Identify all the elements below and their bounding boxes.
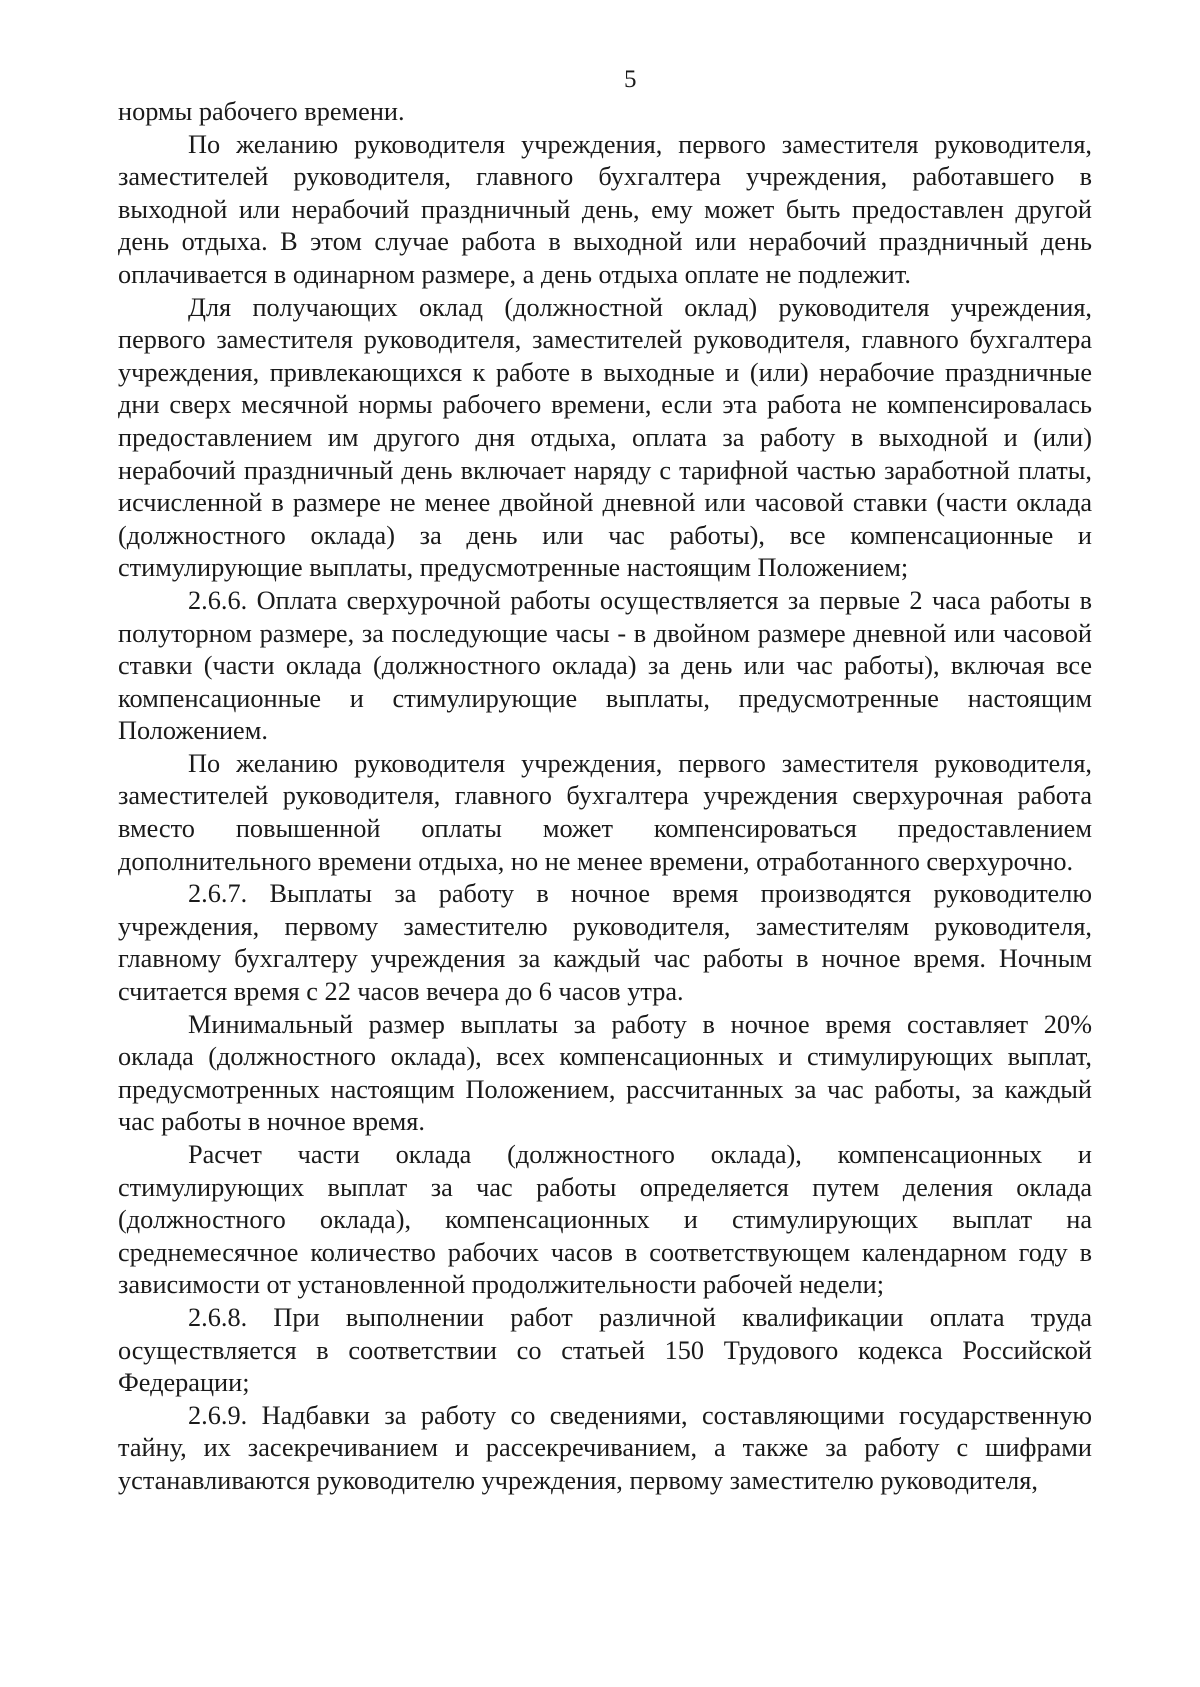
- paragraph: По желанию руководителя учреждения, первого заместителя руководителя, заместителей руководителя, главного бухгалтера учреждения сверхурочная работа вместо повышенной оплаты может компенсироваться предоставлением дополнительного времени отдыха, но не менее времени, отработанного сверхурочно.: [118, 748, 1092, 876]
- paragraph: По желанию руководителя учреждения, первого заместителя руководителя, заместителей руководителя, главного бухгалтера учреждения, работавшего в выходной или нерабочий праздничный день, ему может быть предоставлен другой день отдыха. В этом случае работа в выходной или нерабочий праздничный день оплачивается в одинарном размере, а день отдыха оплате не подлежит.: [118, 129, 1092, 289]
- paragraph: 2.6.9. Надбавки за работу со сведениями, составляющими государственную тайну, их засекречиванием и рассекречиванием, а также за работу с шифрами устанавливаются руководителю учреждения, первому заместителю руководителя,: [118, 1400, 1092, 1495]
- paragraph: нормы рабочего времени.: [118, 97, 405, 126]
- paragraph: Для получающих оклад (должностной оклад) руководителя учреждения, первого заместителя руководителя, заместителей руководителя, главного бухгалтера учреждения, привлекающихся к работе в выходные и (или) нерабочие праздничные дни сверх месячной нормы рабочего времени, если эта работа не компенсировалась предоставлением им другого дня отдыха, оплата за работу в выходной и (или) нерабочий праздничный день включает наряду с тарифной частью заработной платы, исчисленной в размере не менее двойной дневной или часовой ставки (части оклада (должностного оклада) за день или час работы), все компенсационные и стимулирующие выплаты, предусмотренные настоящим Положением;: [118, 292, 1092, 583]
- paragraph: Минимальный размер выплаты за работу в ночное время составляет 20% оклада (должностного оклада), всех компенсационных и стимулирующих выплат, предусмотренных настоящим Положением, рассчитанных за час работы, за каждый час работы в ночное время.: [118, 1009, 1092, 1137]
- paragraph: Расчет части оклада (должностного оклада), компенсационных и стимулирующих выплат за час работы определяется путем деления оклада (должностного оклада), компенсационных и стимулирующих выплат на среднемесячное количество рабочих часов в соответствующем календарном году в зависимости от установленной продолжительности рабочей недели;: [118, 1140, 1092, 1300]
- paragraph: 2.6.8. При выполнении работ различной квалификации оплата труда осуществляется в соответствии со статьей 150 Трудового кодекса Российской Федерации;: [118, 1302, 1092, 1398]
- paragraph: 2.6.7. Выплаты за работу в ночное время производятся руководителю учреждения, первому заместителю руководителя, заместителям руководителя, главному бухгалтеру учреждения за каждый час работы в ночное время. Ночным считается время с 22 часов вечера до 6 часов утра.: [118, 879, 1092, 1007]
- page-number: 5: [624, 66, 637, 93]
- paragraph: 2.6.6. Оплата сверхурочной работы осуществляется за первые 2 часа работы в полуторном размере, за последующие часы - в двойном размере дневной или часовой ставки (части оклада (должностного оклада) за день или час работы), включая все компенсационные и стимулирующие выплаты, предусмотренные настоящим Положением.: [118, 585, 1092, 746]
- document-body: [118, 96, 1092, 1498]
